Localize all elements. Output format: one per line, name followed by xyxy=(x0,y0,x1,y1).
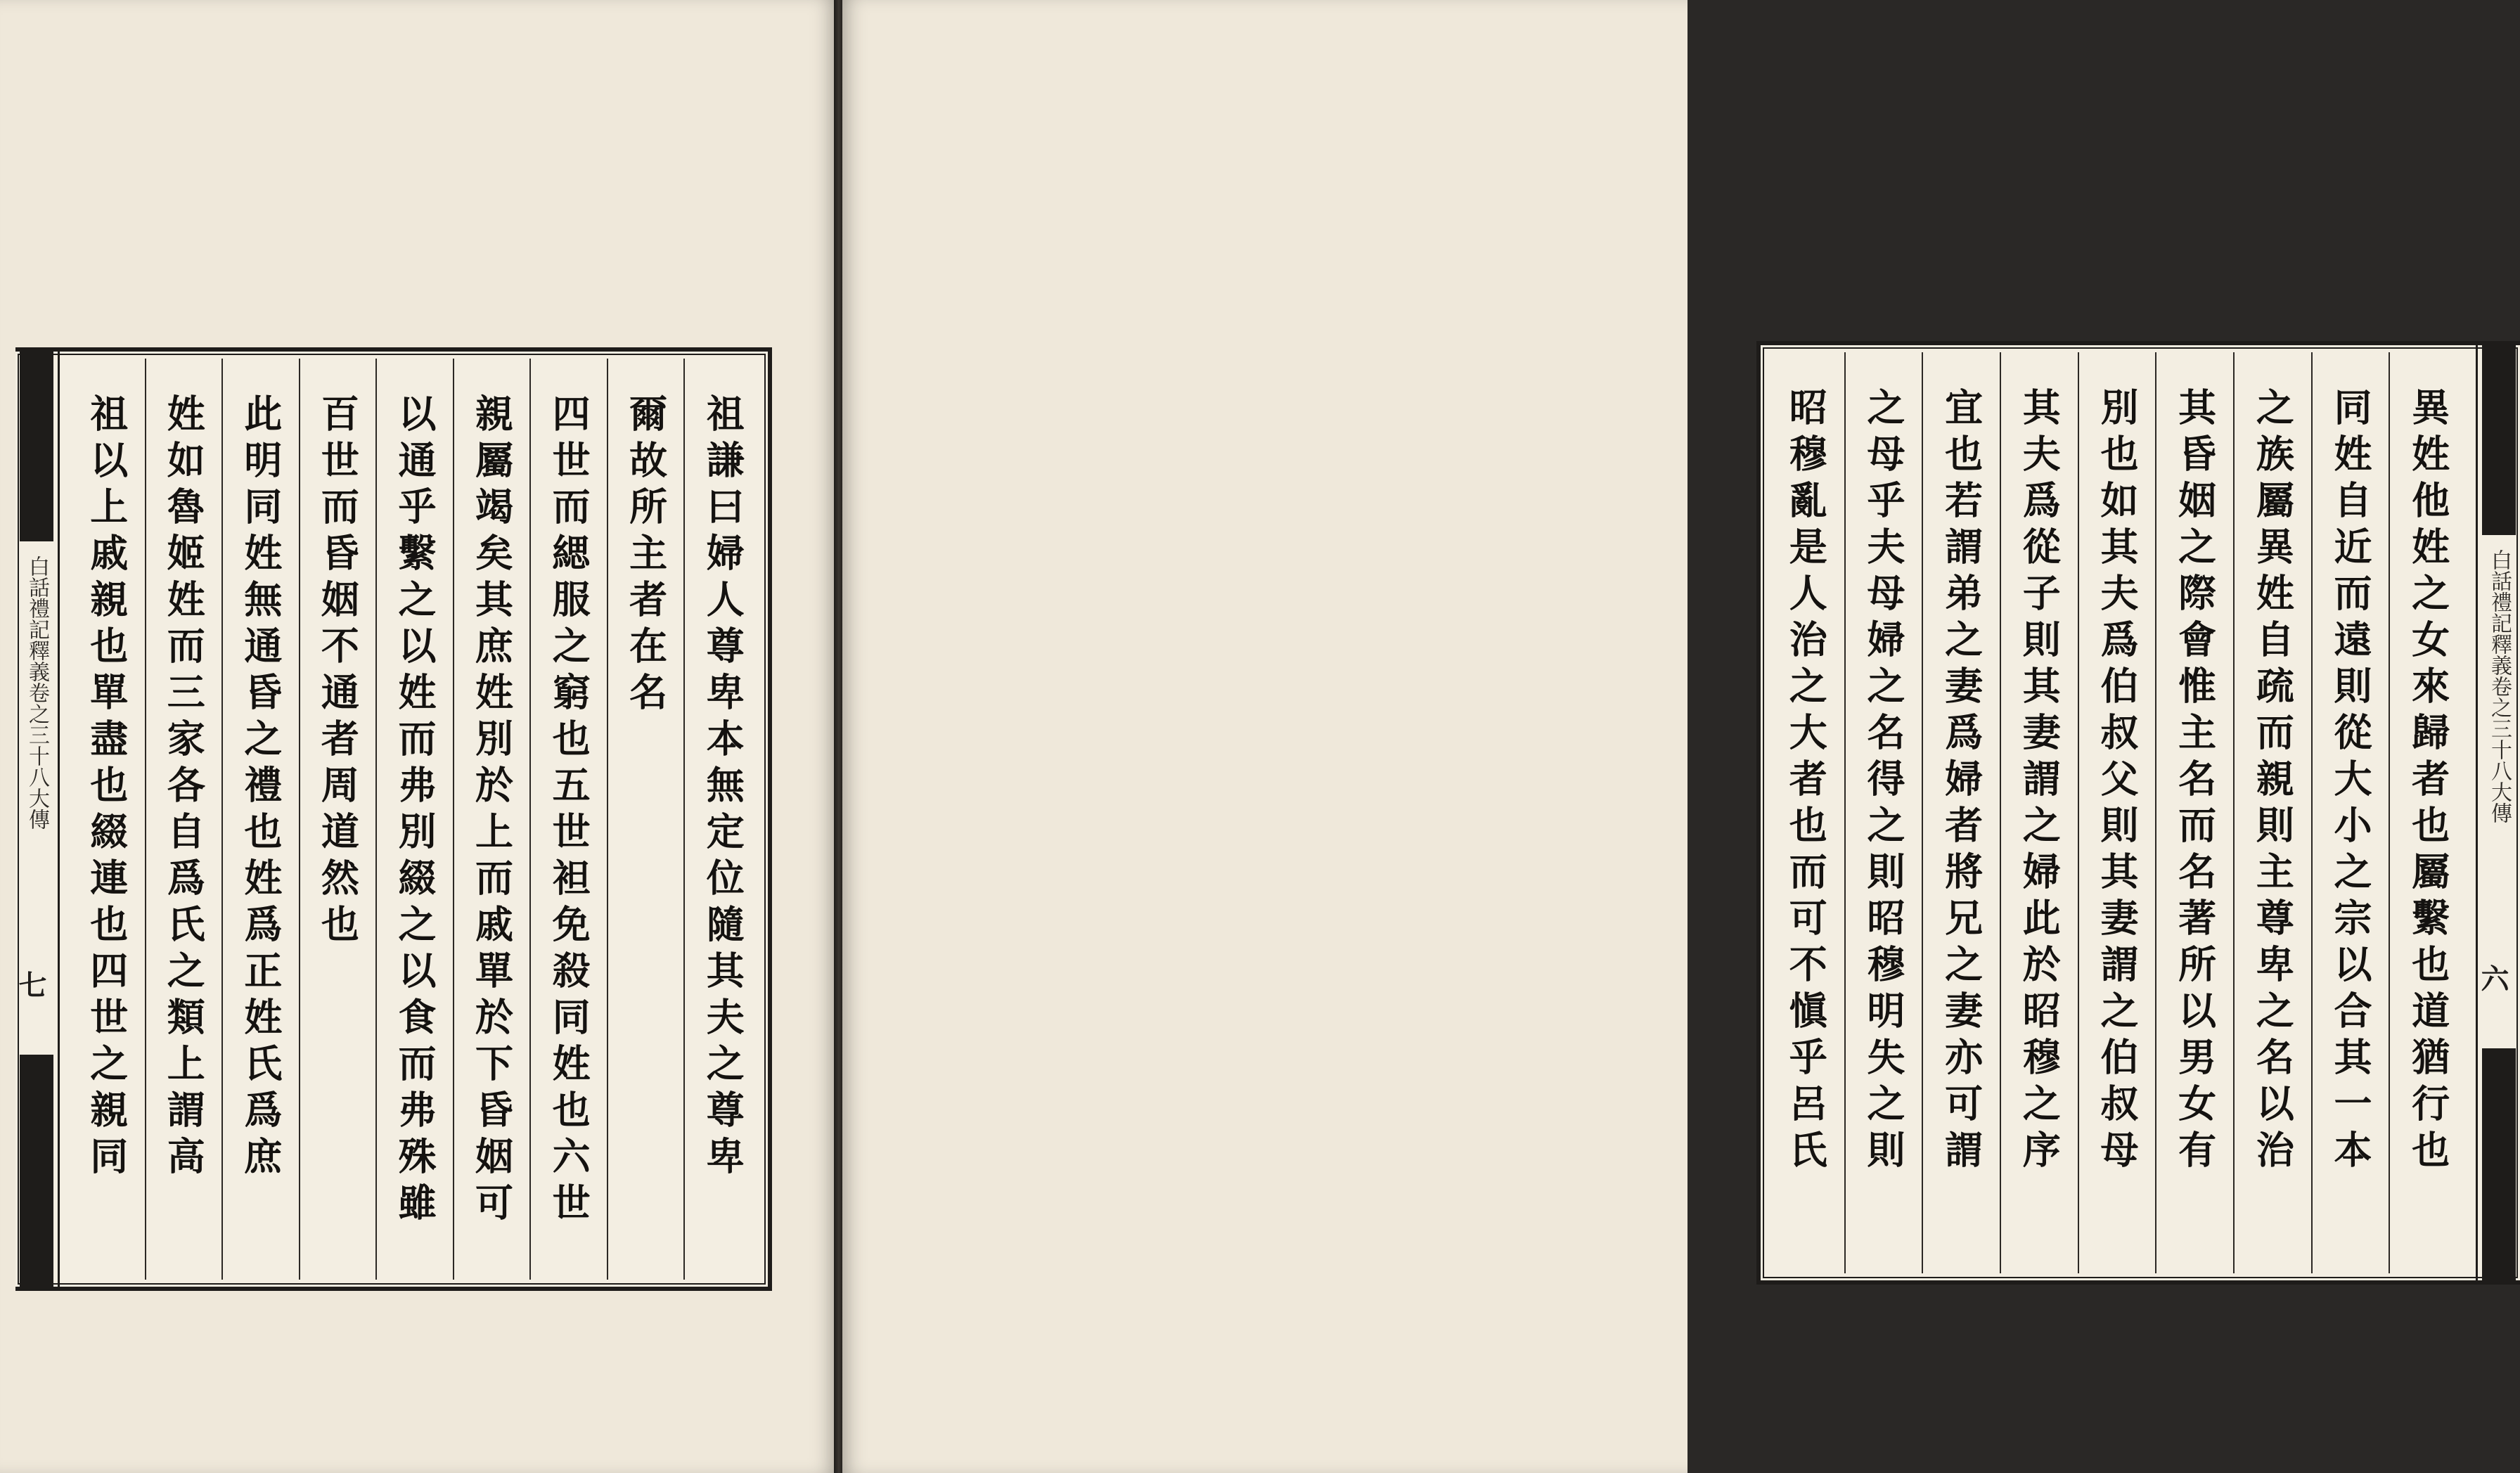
text-column xyxy=(2078,352,2156,1273)
right-text-columns xyxy=(1768,352,2467,1273)
right-page-number: 六 xyxy=(2476,964,2509,992)
column-text: 昭穆亂是人治之大者也而可不愼乎呂氏 xyxy=(1783,387,1829,1176)
right-banxin xyxy=(2476,345,2520,1280)
column-text: 其夫爲從子則其妻謂之婦此於昭穆之序 xyxy=(2017,387,2062,1176)
column-text: 之母乎夫母婦之名得之則昭穆明失之則 xyxy=(1860,387,1906,1176)
text-column xyxy=(375,359,453,1280)
column-text: 親屬竭矣其庶姓別於上而戚單於下昏姻可 xyxy=(469,394,515,1229)
left-page xyxy=(0,0,835,1473)
text-column xyxy=(607,359,684,1280)
text-column xyxy=(299,359,376,1280)
column-text: 同姓自近而遠則從大小之宗以合其一本 xyxy=(2327,387,2373,1176)
column-text: 四世而緦服之窮也五世袒免殺同姓也六世 xyxy=(546,394,592,1229)
left-text-frame xyxy=(15,347,772,1291)
text-column xyxy=(529,359,607,1280)
text-column xyxy=(1844,352,1922,1273)
column-text: 祖以上戚親也單盡也綴連也四世之親同 xyxy=(84,394,129,1183)
text-column xyxy=(2155,352,2233,1273)
left-banxin xyxy=(15,352,60,1287)
right-text-frame xyxy=(1756,341,2520,1285)
fishtail-lower xyxy=(20,1055,53,1287)
text-column xyxy=(221,359,299,1280)
right-page xyxy=(842,0,2512,1473)
text-column xyxy=(683,359,761,1280)
text-column xyxy=(2389,352,2467,1273)
text-column xyxy=(2000,352,2078,1273)
text-column xyxy=(69,359,145,1280)
left-page-number: 七 xyxy=(14,970,47,998)
right-banxin-title: 白話禮記釋義卷之三十八大傳 xyxy=(2487,549,2512,823)
column-text: 其昏姻之際會惟主名而名著所以男女有 xyxy=(2172,387,2218,1176)
column-text: 祖謙曰婦人尊卑本無定位隨其夫之尊卑 xyxy=(700,394,746,1183)
text-column xyxy=(145,359,222,1280)
fishtail-upper xyxy=(20,352,53,541)
column-text: 姓如魯姬姓而三家各自爲氏之類上謂高 xyxy=(161,394,207,1183)
column-text: 之族屬異姓自疏而親則主尊卑之名以治 xyxy=(2250,387,2296,1176)
fishtail-upper xyxy=(2482,345,2516,535)
text-column xyxy=(2311,352,2389,1273)
column-text: 百世而昏姻不通者周道然也 xyxy=(315,394,361,951)
column-text: 別也如其夫爲伯叔父則其妻謂之伯叔母 xyxy=(2094,387,2140,1176)
text-column xyxy=(453,359,530,1280)
column-text: 異姓他姓之女來歸者也屬繫也道猶行也 xyxy=(2405,387,2451,1176)
column-text: 宜也若謂弟之妻爲婦者將兄之妻亦可謂 xyxy=(1939,387,1984,1176)
text-column xyxy=(2233,352,2311,1273)
text-column xyxy=(1922,352,2000,1273)
column-text: 爾故所主者在名 xyxy=(623,394,669,719)
left-text-columns xyxy=(69,359,761,1280)
fishtail-lower xyxy=(2482,1048,2516,1280)
text-column xyxy=(1768,352,1844,1273)
left-banxin-title: 白話禮記釋義卷之三十八大傳 xyxy=(25,555,49,830)
column-text: 此明同姓無通昏之禮也姓爲正姓氏爲庶 xyxy=(238,394,283,1183)
column-text: 以通乎繫之以姓而弗別綴之以食而弗殊雖 xyxy=(392,394,437,1229)
